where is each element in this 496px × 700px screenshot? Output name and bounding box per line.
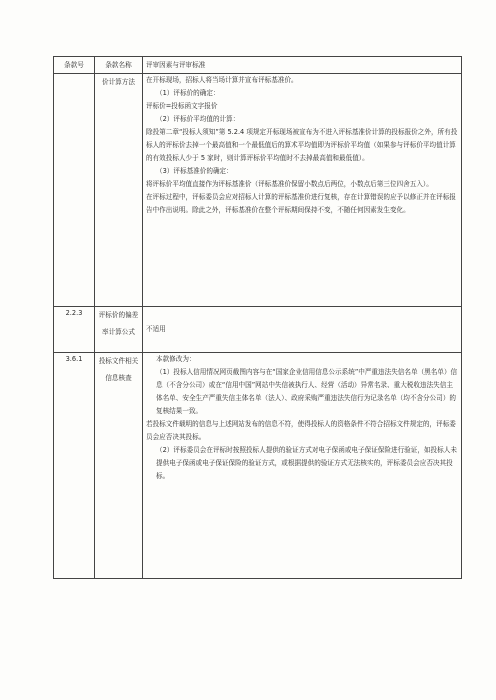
table-header-row [54,57,462,74]
table-row [54,353,462,579]
clause-no [54,74,95,307]
header-clause-no: 条款号 [54,57,95,74]
clause-no: 2.2.3 [54,307,95,353]
clause-name: 评标价的偏差率计算公式 [95,307,143,353]
criteria-cell [143,74,462,307]
criteria-line: 除投第二章“投标人须知”第 5.2.4 项规定开标现场被宣布为不进入评标基准价计算的投标报价之外，所有投标人的评标价去掉一个最高值和一个最低值后的算术平均值即为评标价平均值（如果参与评标价平均值计算的有效投标人少于 5 家时，则计算评标价平均值时不去掉最高值和最低值）。 [146,128,458,162]
criteria-table [53,56,462,579]
criteria-line: （1）投标人信用情况网页截图内容与在“国家企业信用信息公示系统”中严重违法失信名单（黑名单）信息（不含分公司）或在“信用中国”网站中失信被执行人、经营（活动）异常名录、重大税收违法失信主体名单、安全生产严重失信主体名单（法人）、政府采购严重违法失信行为记录名单（均不含分公司）的复核结果一致。 [156,368,458,415]
table-row [54,307,462,353]
criteria-line: （2）评标价平均值的计算： [156,115,240,123]
criteria-line: （2）评标委员会在评标时按照投标人提供的验证方式对电子保函或电子保证保险进行验证，如投标人未提供电子保函或电子保证保险的验证方式，或根据提供的验证方式无法核实的，评标委员会应否决其投标。 [156,446,457,480]
header-criteria: 评审因素与评审标准 [143,57,462,74]
header-clause-name: 条款名称 [95,57,143,74]
criteria-line: 若投标文件载明的信息与上述网站发布的信息不符，使得投标人的资格条件不符合招标文件规定的，评标委员会应否决其投标。 [146,420,456,441]
clause-name: 投标文件相关信息核查 [95,353,143,579]
table-row [54,74,462,307]
criteria-cell [143,307,462,353]
criteria-line: 不适用 [146,325,166,333]
criteria-line: 在评标过程中，评标委员会应对招标人计算的评标基准价进行复核，存在计算错误的应予以修正并在评标报告中作出说明。除此之外，评标基准价在整个评标期间保持不变，不随任何因素发生变化。 [146,193,456,214]
criteria-cell [143,353,462,579]
criteria-line: 本款修改为： [156,355,196,363]
criteria-line: （1）评标价的确定： [156,89,220,97]
clause-name: 价计算方法 [95,74,143,307]
criteria-line: 将评标价平均值直接作为评标基准价（评标基准价保留小数点后两位，小数点后第三位四舍五入）。 [146,180,433,188]
criteria-line: （3）评标基准价的确定： [156,167,233,175]
clause-no: 3.6.1 [54,353,95,579]
criteria-line: 在开标现场，招标人将当场计算并宣布评标基准价。 [146,76,298,84]
criteria-line: 评标价=投标函文字报价 [146,102,218,110]
